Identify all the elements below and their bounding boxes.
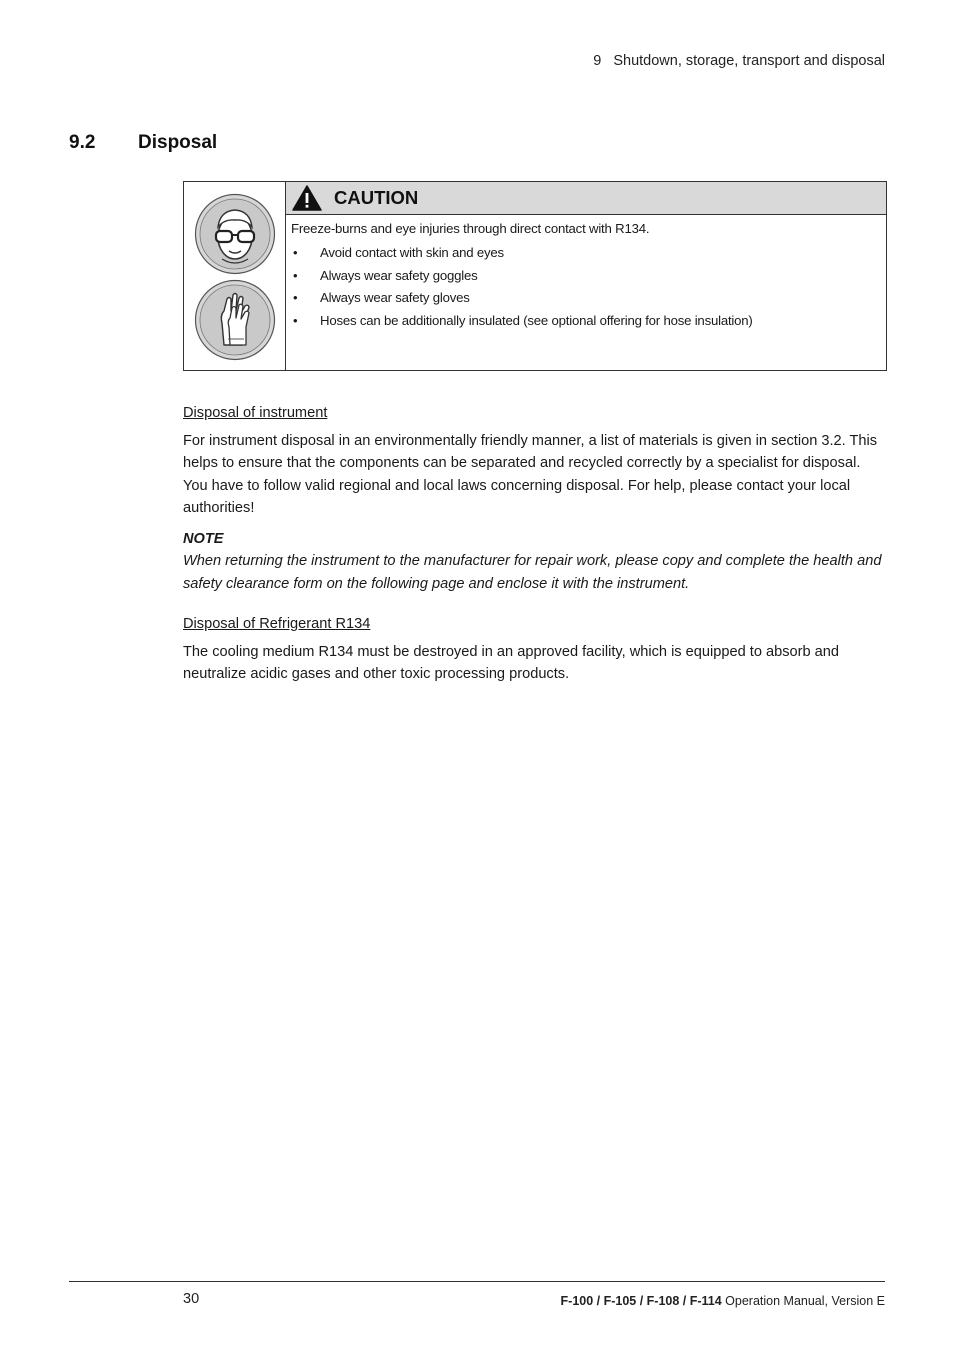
- refrigerant-disposal-heading: Disposal of Refrigerant R134: [183, 616, 371, 632]
- caution-icon-column: [184, 182, 286, 370]
- running-header: [593, 53, 885, 69]
- safety-gloves-icon: [194, 279, 276, 361]
- section-heading: [69, 132, 217, 154]
- list-item: • Always wear safety gloves: [291, 287, 880, 310]
- instrument-disposal-paragraph-2: You have to follow valid regional and local laws concerning disposal. For help, please contact your local authorities!: [183, 477, 851, 516]
- spacer: [183, 595, 893, 613]
- instrument-disposal-heading: Disposal of instrument: [183, 405, 328, 421]
- section-number: 9.2: [69, 132, 96, 153]
- caution-header: [286, 182, 886, 215]
- section-title: Disposal: [138, 132, 218, 153]
- note-title: NOTE: [183, 530, 224, 547]
- chapter-number: 9: [593, 53, 602, 69]
- caution-list: [291, 242, 880, 332]
- footer-manual-info: [561, 1294, 885, 1308]
- caution-title: CAUTION: [334, 187, 419, 208]
- list-item: • Avoid contact with skin and eyes: [291, 242, 880, 265]
- note-text: When returning the instrument to the manufacturer for repair work, please copy and complete the health and safety clearance form on the following page and enclose it with the instrument.: [183, 553, 882, 592]
- chapter-title: Shutdown, storage, transport and disposal: [613, 53, 885, 69]
- instrument-disposal-paragraph-1: For instrument disposal in an environmentally friendly manner, a list of materials is given in section 3.2. This helps to ensure that the components can be separated and recycled correctly by a specialist for disposal.: [183, 432, 878, 471]
- caution-content: [286, 182, 886, 370]
- caution-intro: Freeze-burns and eye injuries through direct contact with R134.: [291, 221, 650, 236]
- footer-manual-label: Operation Manual, Version E: [721, 1294, 885, 1308]
- list-item: • Hoses can be additionally insulated (see optional offering for hose insulation): [291, 310, 880, 333]
- refrigerant-disposal-paragraph: The cooling medium R134 must be destroyed in an approved facility, which is equipped to absorb and neutralize acidic gases and other toxic processing products.: [183, 643, 840, 682]
- caution-body: [286, 215, 886, 332]
- main-content: [183, 402, 893, 686]
- list-item: • Always wear safety goggles: [291, 265, 880, 288]
- page-number: 30: [183, 1291, 200, 1307]
- safety-goggles-icon: [194, 193, 276, 275]
- footer-divider: [69, 1281, 885, 1282]
- warning-triangle-icon: [292, 185, 322, 211]
- footer-models: F-100 / F-105 / F-108 / F-114: [560, 1294, 722, 1308]
- caution-box: [183, 181, 887, 371]
